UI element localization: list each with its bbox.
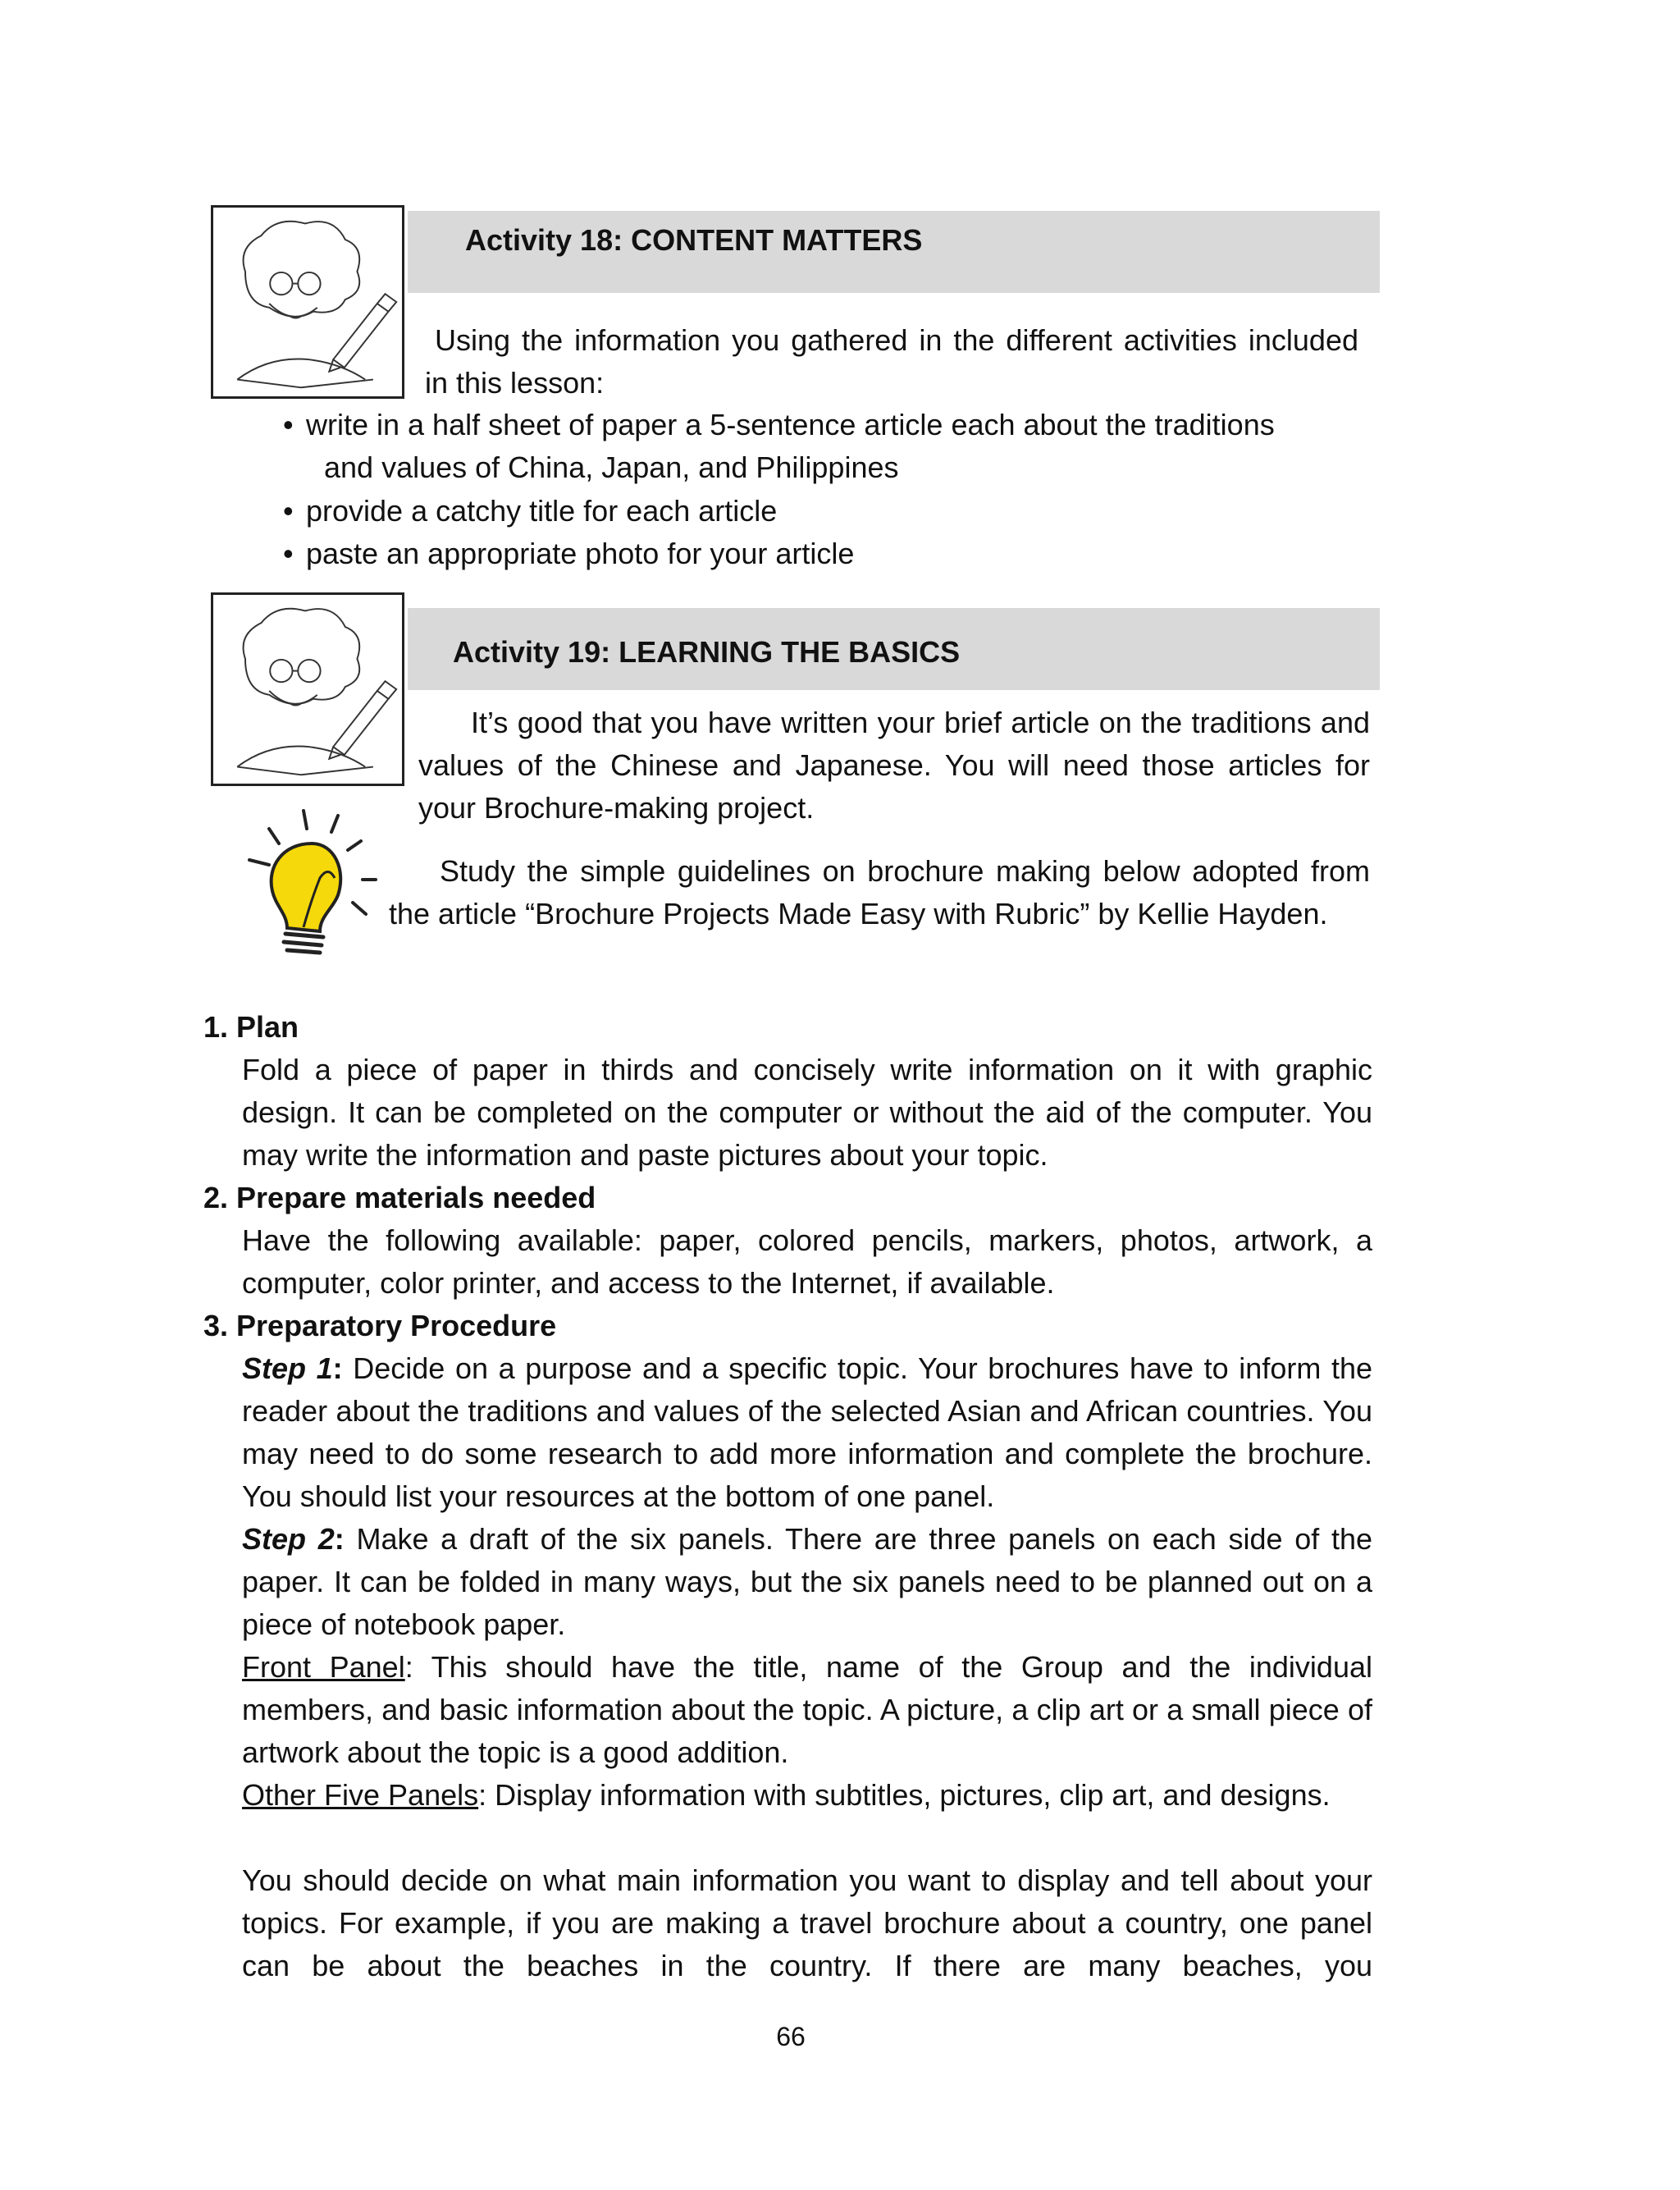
activity18-bullet-1: • write in a half sheet of paper a 5-sentence article each about the traditions [283,404,1275,446]
final-paragraph: You should decide on what main information you want to display and tell about your topics. For example, if you are making a travel brochure about a country, one panel can be about the beaches in the country. If there are many beaches, you [242,1863,1372,1982]
activity19-paragraph-2: Study the simple guidelines on brochure making below adopted from the article “Brochure Projects Made Easy with Rubric” by Kellie Hayden. [389,854,1370,930]
bullet-icon: • [283,537,294,570]
activity18-bullet-2: • provide a catchy title for each article [283,490,777,533]
activity18-title: Activity 18: CONTENT MATTERS [465,223,923,257]
step1-label: Step 1 [242,1351,333,1385]
activity19-title: Activity 19: LEARNING THE BASICS [453,635,961,669]
bullet-icon: • [283,494,294,528]
student-writing-illustration-2 [211,592,404,786]
step2-paragraph: Step 2: Make a draft of the six panels. There are three panels on each side of the paper. It can be folded in many ways, but the six panels need to be planned out on a piece of notebook paper. [242,1522,1372,1641]
bullet-icon: • [283,408,294,441]
step2-label: Step 2 [242,1522,335,1556]
light-bulb-icon [246,804,386,956]
activity18-bullet-1-cont: and values of China, Japan, and Philippines [324,450,899,484]
procedure-heading: 3. Preparatory Procedure [203,1309,557,1342]
other-panels-label: Other Five Panels [242,1778,479,1812]
student-writing-icon [213,595,402,784]
plan-heading: 1. Plan [203,1010,299,1044]
materials-heading: 2. Prepare materials needed [203,1181,596,1214]
front-panel-label: Front Panel [242,1650,405,1684]
student-writing-icon [213,208,402,396]
activity18-intro: Using the information you gathered in the different activities included in this lesson: [425,323,1358,400]
page-number: 66 [776,2022,806,2051]
activity19-paragraph-1: It’s good that you have written your brief article on the traditions and values of the Chinese and Japanese. You will need those articles for your Brochure-making project. [418,706,1370,825]
activity18-bullet-3: • paste an appropriate photo for your article [283,533,854,575]
plan-text: Fold a piece of paper in thirds and concisely write information on it with graphic design. It can be completed on the computer or without the aid of the computer. You may write the information and paste pictures about your topic. [242,1053,1372,1172]
materials-text: Have the following available: paper, colored pencils, markers, photos, artwork, a computer, color printer, and access to the Internet, if available. [242,1223,1372,1300]
front-panel-paragraph: Front Panel: This should have the title, name of the Group and the individual members, and basic information about the topic. A picture, a clip art or a small piece of artwork about the topic is a good addition. [242,1650,1372,1769]
other-panels-paragraph: Other Five Panels: Display information with subtitles, pictures, clip art, and designs. [242,1778,1331,1812]
light-bulb-illustration [246,804,386,956]
step1-paragraph: Step 1: Decide on a purpose and a specific topic. Your brochures have to inform the reader about the traditions and values of the selected Asian and African countries. You may need to do some research to add more information and complete the brochure. You should list your resources at the bottom of one panel. [242,1351,1372,1513]
student-writing-illustration [211,205,404,399]
